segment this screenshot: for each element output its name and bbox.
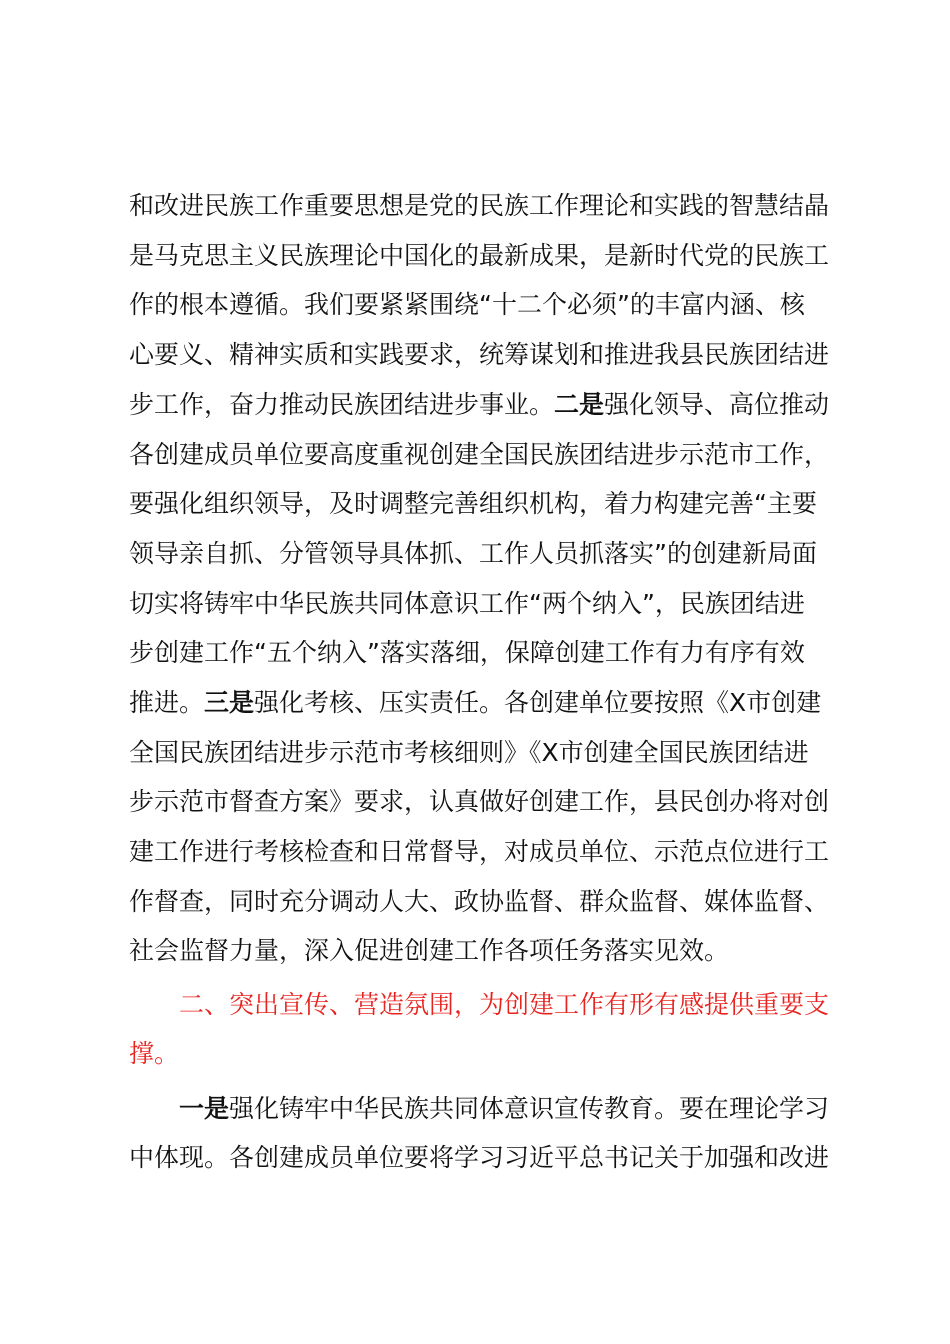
body-text-line: 切实将铸牢中华民族共同体意识工作“两个纳入”，民族团结进 bbox=[129, 589, 805, 618]
body-text-line: 各创建成员单位要高度重视创建全国民族团结进步示范市工作， bbox=[129, 440, 830, 469]
body-text-line: 领导亲自抓、分管领导具体抓、工作人员抓落实”的创建新局面 bbox=[129, 539, 817, 568]
body-text-line: 步示范市督查方案》要求，认真做好创建工作，县民创办将对创 bbox=[129, 787, 830, 816]
body-text-line: 要强化组织领导，及时调整完善组织机构，着力构建完善“主要 bbox=[129, 489, 817, 518]
body-text-line bbox=[129, 688, 845, 718]
body-text-line: 和改进民族工作重要思想是党的民族工作理论和实践的智慧结晶 bbox=[129, 191, 830, 220]
body-text: 步工作，奋力推动民族团结进步事业。 bbox=[129, 390, 555, 419]
body-text-line: 步创建工作“五个纳入”落实落细，保障创建工作有力有序有效 bbox=[129, 638, 805, 667]
body-text-line: 社会监督力量，深入促进创建工作各项任务落实见效。 bbox=[129, 936, 730, 965]
body-text-line: 作的根本遵循。我们要紧紧围绕“十二个必须”的丰富内涵、核 bbox=[129, 290, 805, 319]
body-text: 强化领导、高位推动 bbox=[604, 390, 830, 419]
body-text: 强化考核、压实责任。各创建单位要按照《X市创建 bbox=[254, 688, 822, 717]
body-text: 强化铸牢中华民族共同体意识宣传教育。要在理论学习 bbox=[229, 1094, 830, 1123]
section-heading-line: 撑。 bbox=[129, 1039, 180, 1068]
body-text-line bbox=[179, 1094, 845, 1124]
body-text-line bbox=[129, 390, 845, 420]
body-text-line: 全国民族团结进步示范市考核细则》《X市创建全国民族团结进 bbox=[129, 738, 809, 767]
body-text-line: 建工作进行考核检查和日常督导，对成员单位、示范点位进行工 bbox=[129, 837, 830, 866]
body-text-line: 作督查，同时充分调动人大、政协监督、群众监督、媒体监督、 bbox=[129, 887, 830, 916]
body-text-line: 心要义、精神实质和实践要求，统筹谋划和推进我县民族团结进 bbox=[129, 340, 830, 369]
bold-lead-two: 二是 bbox=[554, 390, 605, 419]
section-heading-line: 二、突出宣传、营造氛围，为创建工作有形有感提供重要支 bbox=[179, 990, 830, 1019]
bold-lead-three: 三是 bbox=[204, 688, 255, 717]
body-text-line: 中体现。各创建成员单位要将学习习近平总书记关于加强和改进 bbox=[129, 1143, 830, 1172]
bold-lead-one: 一是 bbox=[179, 1094, 230, 1123]
body-text: 推进。 bbox=[129, 688, 205, 717]
body-text-line: 是马克思主义民族理论中国化的最新成果，是新时代党的民族工 bbox=[129, 241, 830, 270]
